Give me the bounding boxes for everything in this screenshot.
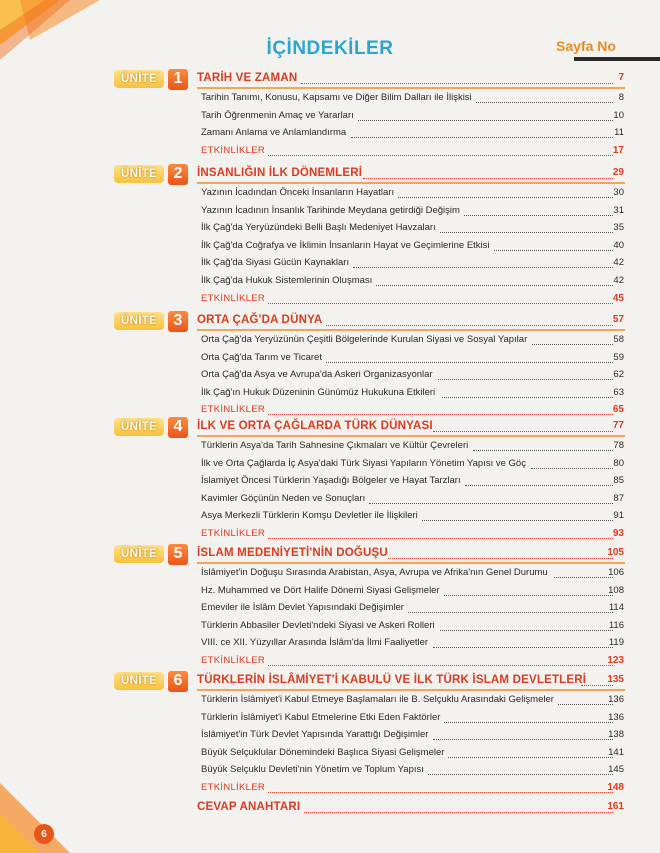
toc-entry[interactable]: Orta Çağ'da Tarım ve Ticaret (201, 351, 322, 363)
unit-badge (114, 68, 192, 90)
answer-key-page-number: 161 (607, 801, 624, 812)
activities-entry[interactable]: ETKİNLİKLER (201, 528, 266, 539)
toc-entry[interactable]: İlk Çağ'da Yeryüzündeki Belli Başlı Medeniyet Havzaları (201, 222, 436, 234)
unit-title-underline (197, 689, 625, 691)
entry-page-number: 62 (613, 369, 624, 381)
entry-page-number: 145 (608, 764, 624, 776)
activities-entry[interactable]: ETKİNLİKLER (201, 144, 266, 156)
unit-title-underline (197, 182, 625, 184)
unit-badge (114, 163, 192, 185)
entry-page-number: 119 (608, 637, 624, 649)
unit-number: 4 (168, 417, 188, 438)
unit-badge (114, 543, 192, 565)
dot-leader (304, 812, 613, 813)
unit-page-number: 105 (607, 547, 624, 558)
toc-entry[interactable]: İlk Çağ'da Coğrafya ve İklimin İnsanların Hayat ve Geçimlerine Etkisi (201, 239, 490, 251)
entry-page-number: 80 (613, 457, 624, 469)
toc-entry[interactable]: Türklerin İslâmiyet'i Kabul Etmelerine Etki Eden Faktörler (201, 711, 441, 723)
unit-page-number: 57 (612, 314, 624, 325)
toc-entry[interactable]: Yazının İcadından Önceki İnsanların Hayatları (201, 187, 395, 198)
entry-page-number: 63 (613, 386, 624, 398)
toc-entry[interactable]: İslamiyet Öncesi Türklerin Yaşadığı Bölgeler ve Hayat Tarzları (201, 475, 461, 487)
toc-entry[interactable]: Türklerin İslâmiyet'i Kabul Etmeye Başlamaları ile B. Selçuklu Arasındaki Gelişmeler (201, 694, 554, 705)
dot-leader (351, 137, 613, 138)
toc-entry[interactable]: Hz. Muhammed ve Dört Halife Dönemi Siyasi Gelişmeler (201, 584, 440, 596)
unit-label: ÜNİTE (114, 312, 164, 330)
unit-title[interactable]: İNSANLIĞIN İLK DÖNEMLERİ (197, 167, 363, 179)
dot-leader (376, 285, 613, 286)
unit-title[interactable]: İSLAM MEDENİYETİ'NİN DOĞUŞU (197, 547, 388, 559)
toc-entry[interactable]: Kavimler Göçünün Neden ve Sonuçları (201, 492, 366, 504)
dot-leader (581, 685, 613, 686)
dot-leader (268, 792, 613, 793)
unit-page-number: 77 (612, 420, 624, 431)
unit-number: 1 (168, 69, 188, 90)
activities-entry[interactable]: ETKİNLİKLER (201, 655, 266, 666)
unit-title[interactable]: İLK VE ORTA ÇAĞLARDA TÜRK DÜNYASI (197, 420, 433, 432)
unit-label: ÜNİTE (114, 418, 164, 436)
dot-leader (268, 538, 613, 539)
entry-page-number: 138 (608, 729, 624, 741)
unit-label: ÜNİTE (114, 70, 164, 88)
activities-page-number: 148 (607, 782, 624, 793)
toc-entry[interactable]: Orta Çağ'da Asya ve Avrupa'da Askeri Organizasyonlar (201, 369, 433, 381)
entry-page-number: 106 (608, 567, 624, 578)
entry-page-number: 59 (613, 351, 624, 363)
toc-entry[interactable]: Yazının İcadının İnsanlık Tarihinde Meydana getirdiği Değişim (201, 204, 460, 216)
toc-entry[interactable]: VIII. ce XII. Yüzyıllar Arasında İslâm'da İlmi Faaliyetler (201, 637, 429, 649)
toc-entry[interactable]: Türklerin Asya'da Tarih Sahnesine Çıkmaları ve Kültür Çevreleri (201, 440, 469, 451)
entry-page-number: 42 (613, 275, 624, 286)
unit-title[interactable]: ORTA ÇAĞ'DA DÜNYA (197, 314, 323, 326)
toc-entry[interactable]: Zamanı Anlama ve Anlamlandırma (201, 127, 347, 139)
entry-page-number: 31 (613, 204, 624, 216)
unit-title-underline (197, 329, 625, 331)
dot-leader (326, 325, 613, 326)
entry-page-number: 40 (613, 239, 624, 251)
dot-leader (268, 665, 613, 666)
toc-entry[interactable]: Türklerin Abbasiler Devleti'ndeki Siyasi ve Askeri Rolleri (201, 619, 435, 631)
toc-entry[interactable]: İlk ve Orta Çağlarda İç Asya'daki Türk Siyasi Yapıların Yönetim Yapısı ve Göç (201, 457, 526, 469)
dot-leader (268, 303, 613, 304)
unit-title[interactable]: TÜRKLERİN İSLÂMİYET'İ KABULÜ VE İLK TÜRK İSLAM DEVLETLERİ (197, 674, 587, 686)
toc-entry[interactable]: Orta Çağ'da Yeryüzünün Çeşitli Bölgelerinde Kurulan Siyasi ve Sosyal Yapılar (201, 334, 528, 345)
entry-page-number: 11 (614, 127, 624, 139)
unit-page-number: 135 (607, 674, 624, 685)
unit-number: 3 (168, 311, 188, 332)
unit-page-number: 7 (618, 72, 624, 83)
footer-page-number: 6 (34, 824, 54, 844)
dot-leader (268, 155, 613, 156)
toc-entry[interactable]: İlk Çağ'da Hukuk Sistemlerinin Oluşması (201, 275, 373, 286)
activities-page-number: 93 (612, 528, 624, 539)
dot-leader (388, 558, 613, 559)
unit-title-underline (197, 87, 625, 89)
entry-page-number: 116 (608, 619, 624, 631)
page-number-header: Sayfa No (556, 38, 616, 54)
entry-page-number: 136 (608, 694, 624, 705)
entry-page-number: 87 (613, 492, 624, 504)
unit-title-underline (197, 562, 625, 564)
entry-page-number: 8 (618, 92, 624, 103)
unit-label: ÜNİTE (114, 165, 164, 183)
dot-leader (433, 431, 613, 432)
unit-title[interactable]: TARİH VE ZAMAN (197, 72, 298, 84)
entry-page-number: 42 (613, 257, 624, 269)
toc-entry[interactable]: İslâmiyet'in Doğuşu Sırasında Arabistan, Asya, Avrupa ve Afrika'nın Genel Durumu (201, 567, 548, 578)
entry-page-number: 35 (613, 222, 624, 234)
dot-leader (358, 120, 613, 121)
dot-leader (353, 267, 613, 268)
entry-page-number: 85 (613, 475, 624, 487)
dot-leader (268, 414, 613, 415)
entry-page-number: 10 (613, 109, 624, 121)
activities-page-number: 65 (612, 404, 624, 416)
unit-title-underline (197, 435, 625, 437)
unit-label: ÜNİTE (114, 545, 164, 563)
activities-entry[interactable]: ETKİNLİKLER (201, 292, 266, 304)
toc-entry[interactable]: Büyük Selçuklular Dönemindeki Başlıca Siyasi Gelişmeler (201, 746, 445, 758)
unit-number: 2 (168, 164, 188, 185)
toc-entry[interactable]: Emeviler ile İslâm Devlet Yapısındaki Değişimler (201, 602, 404, 614)
toc-entry[interactable]: İslâmiyet'in Türk Devlet Yapısında Yarattığı Değişimler (201, 729, 429, 741)
toc-entry[interactable]: Tarih Öğrenmenin Amaç ve Yararları (201, 109, 354, 121)
unit-label: ÜNİTE (114, 672, 164, 690)
activities-page-number: 17 (612, 144, 624, 156)
unit-page-number: 29 (612, 167, 624, 178)
dot-leader (369, 503, 613, 504)
page-title: İÇİNDEKİLER (266, 38, 394, 59)
activities-entry[interactable]: ETKİNLİKLER (201, 404, 266, 416)
entry-page-number: 30 (613, 187, 624, 198)
entry-page-number: 141 (608, 746, 624, 758)
unit-badge (114, 670, 192, 692)
entry-page-number: 58 (613, 334, 624, 345)
toc-entry[interactable]: Asya Merkezli Türklerin Komşu Devletler ile İlişkileri (201, 510, 418, 522)
unit-badge (114, 310, 192, 332)
entry-page-number: 108 (608, 584, 624, 596)
dot-leader (398, 197, 613, 198)
toc-entry[interactable]: Tarihin Tanımı, Konusu, Kapsamı ve Diğer Bilim Dalları ile İlişkisi (201, 92, 472, 103)
activities-page-number: 123 (607, 655, 624, 666)
entry-page-number: 136 (608, 711, 624, 723)
entry-page-number: 78 (613, 440, 624, 451)
toc-entry[interactable]: İlk Çağ'da Siyasi Gücün Kaynakları (201, 257, 350, 269)
dot-leader (301, 83, 613, 84)
dot-leader (408, 612, 613, 613)
unit-badge (114, 416, 192, 438)
answer-key-entry[interactable]: CEVAP ANAHTARI (197, 801, 301, 813)
dot-leader (326, 362, 613, 363)
toc-entry[interactable]: İlk Çağ'ın Hukuk Düzeninin Günümüz Hukukuna Etkileri (201, 386, 436, 398)
activities-page-number: 45 (612, 292, 624, 304)
unit-number: 5 (168, 544, 188, 565)
unit-number: 6 (168, 671, 188, 692)
dot-leader (363, 178, 613, 179)
toc-entry[interactable]: Büyük Selçuklu Devleti'nin Yönetim ve Toplum Yapısı (201, 764, 424, 776)
activities-entry[interactable]: ETKİNLİKLER (201, 782, 266, 793)
entry-page-number: 91 (613, 510, 624, 522)
entry-page-number: 114 (608, 602, 624, 614)
